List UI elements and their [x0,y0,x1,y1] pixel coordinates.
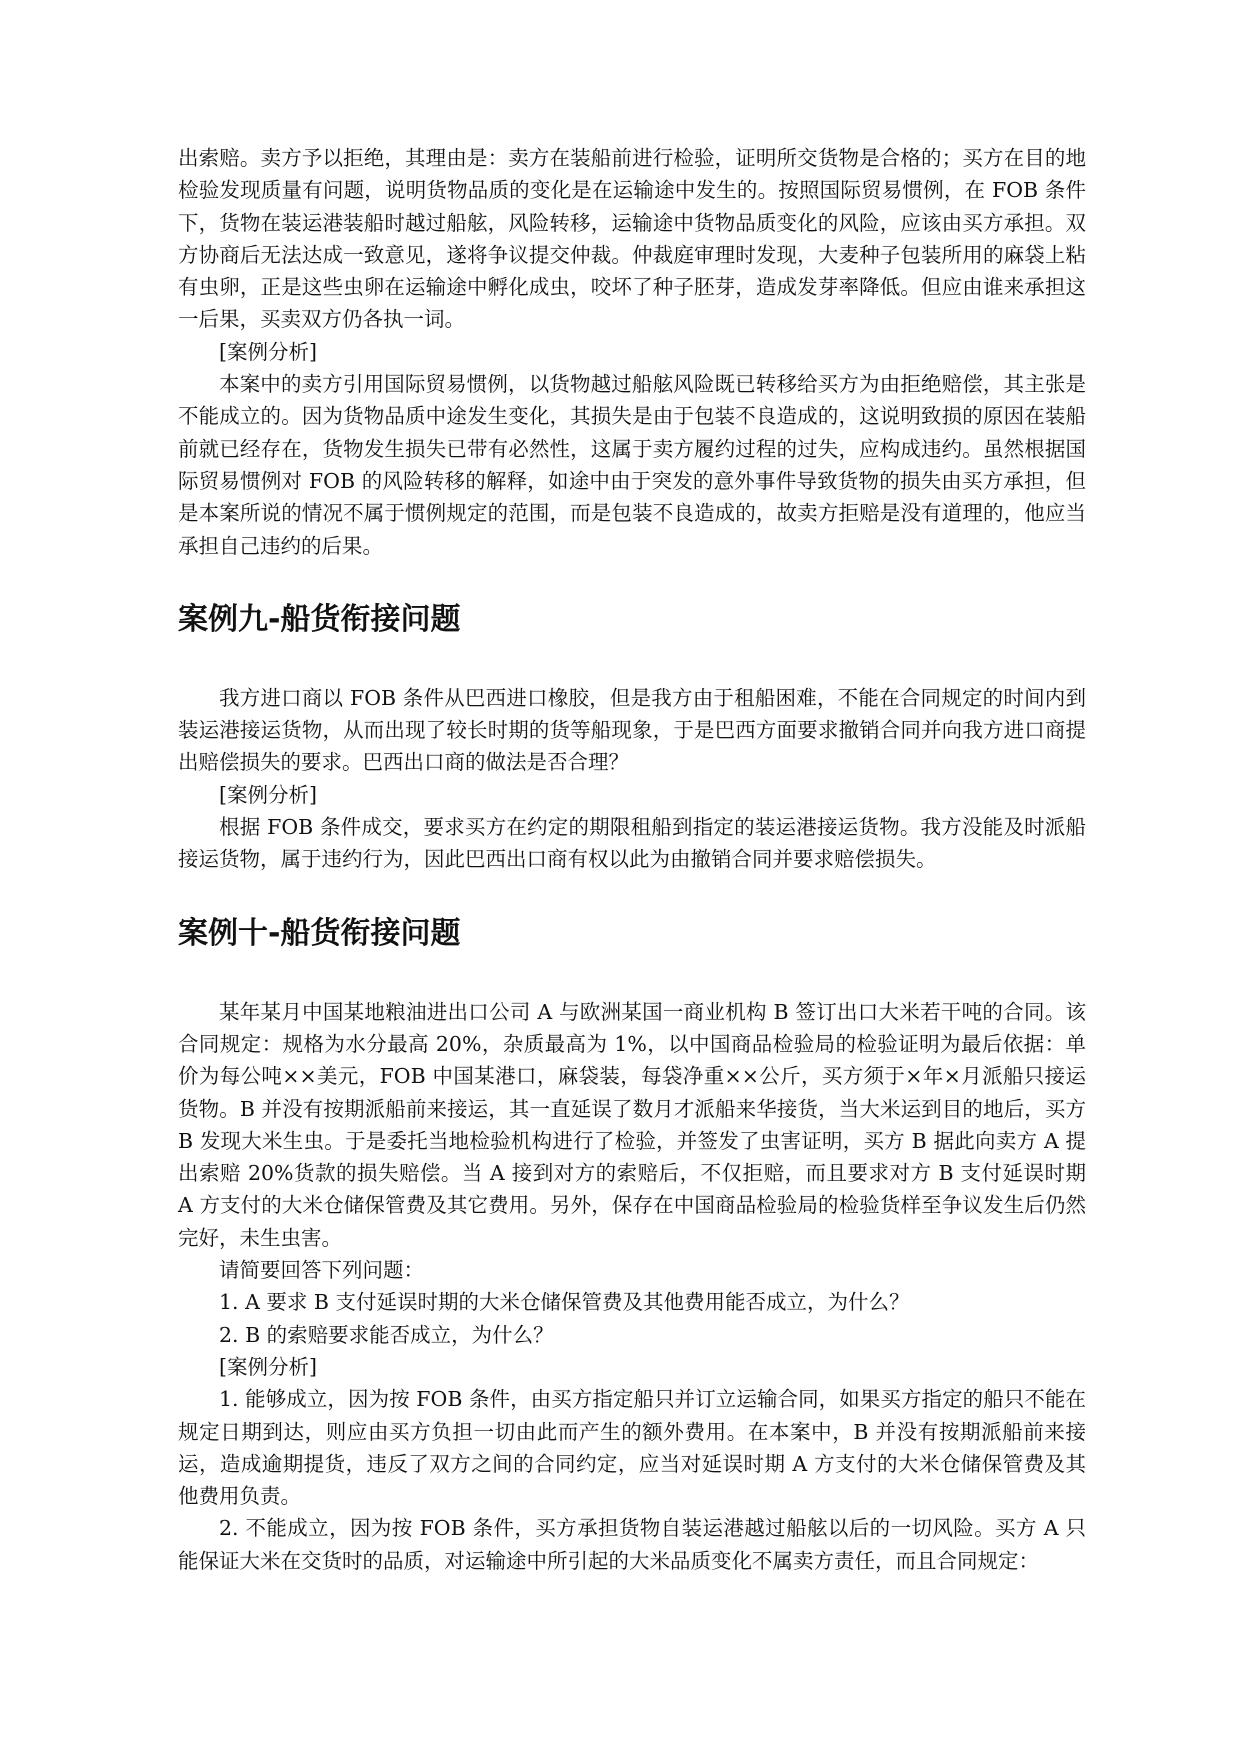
case9-title: 案例九-船货衔接问题 [178,601,461,637]
case9-analysis: 根据 FOB 条件成交，要求买方在约定的期限租船到指定的装运港接运货物。我方没能及时派船接运货物，属于违约行为，因此巴西出口商有权以此为由撤销合同并要求赔偿损失。 [178,815,1086,872]
case10-answer-1: 1. 能够成立，因为按 FOB 条件，由买方指定船只并订立运输合同，如果买方指定的船只不能在规定日期到达，则应由买方负担一切由此而产生的额外费用。在本案中，B 并没有按期派船前来接运，造成逾期提货，违反了双方之间的合同约定，应当对延误时期 A 方支付的大米仓储保管费及其他费用负责。 [178,1387,1086,1509]
case10-body: 某年某月中国某地粮油进出口公司 A 与欧洲某国一商业机构 B 签订出口大米若干吨的合同。该合同规定：规格为水分最高 20%，杂质最高为 1%，以中国商品检验局的检验证明为最后依据：单价为每公吨××美元，FOB 中国某港口，麻袋装，每袋净重××公斤，买方须于×年×月派船只接运货物。B 并没有按期派船前来接运，其一直延误了数月才派船来华接货，当大米运到目的地后，买方 B 发现大米生虫。于是委托当地检验机构进行了检验，并签发了虫害证明，买方 B 据此向卖方 A 提出索赔 20%货款的损失赔偿。当 A 接到对方的索赔后，不仅拒赔，而且要求对方 B 支付延误时期 A 方支付的大米仓储保管费及其它费用。另外，保存在中国商品检验局的检验货样至争议发生后仍然完好，未生虫害。 [178,999,1086,1250]
case10-question-2: 2. B 的索赔要求能否成立，为什么？ [219,1322,554,1347]
case10-question-1: 1. A 要求 B 支付延误时期的大米仓储保管费及其他费用能否成立，为什么？ [219,1290,910,1315]
case10-prompt: 请简要回答下列问题： [219,1258,424,1283]
previous-case-continuation: 出索赔。卖方予以拒绝，其理由是：卖方在装船前进行检验，证明所交货物是合格的；买方在目的地检验发现质量有问题，说明货物品质的变化是在运输途中发生的。按照国际贸易惯例，在 FOB 条件下，货物在装运港装船时越过船舷，风险转移，运输途中货物品质变化的风险，应该由买方承担。双方协商后无法达成一致意见，遂将争议提交仲裁。仲裁庭审理时发现，大麦种子包装所用的麻袋上粘有虫卵，正是这些虫卵在运输途中孵化成虫，咬坏了种子胚芽，造成发芽率降低。但应由谁来承担这一后果，买卖双方仍各执一词。 [178,146,1086,332]
case10-answer-2: 2. 不能成立，因为按 FOB 条件，买方承担货物自装运港越过船舷以后的一切风险。买方 A 只能保证大米在交货时的品质，对运输途中所引起的大米品质变化不属卖方责任，而且合同规定： [178,1516,1086,1573]
document-page [178,142,1086,1577]
analysis-label: [案例分析] [219,339,317,364]
case10-analysis-label: [案例分析] [219,1354,317,1379]
case9-body: 我方进口商以 FOB 条件从巴西进口橡胶，但是我方由于租船困难，不能在合同规定的时间内到装运港接运货物，从而出现了较长时期的货等船现象，于是巴西方面要求撤销合同并向我方进口商提出赔偿损失的要求。巴西出口商的做法是否合理？ [178,685,1086,775]
case10-title: 案例十-船货衔接问题 [178,915,461,951]
previous-case-analysis: 本案中的卖方引用国际贸易惯例，以货物越过船舷风险既已转移给买方为由拒绝赔偿，其主张是不能成立的。因为货物品质中途发生变化，其损失是由于包装不良造成的，这说明致损的原因在装船前就已经存在，货物发生损失已带有必然性，这属于卖方履约过程的过失，应构成违约。虽然根据国际贸易惯例对 FOB 的风险转移的解释，如途中由于突发的意外事件导致货物的损失由买方承担，但是本案所说的情况不属于惯例规定的范围，而是包装不良造成的，故卖方拒赔是没有道理的，他应当承担自己违约的后果。 [178,372,1086,558]
case9-analysis-label: [案例分析] [219,782,317,807]
